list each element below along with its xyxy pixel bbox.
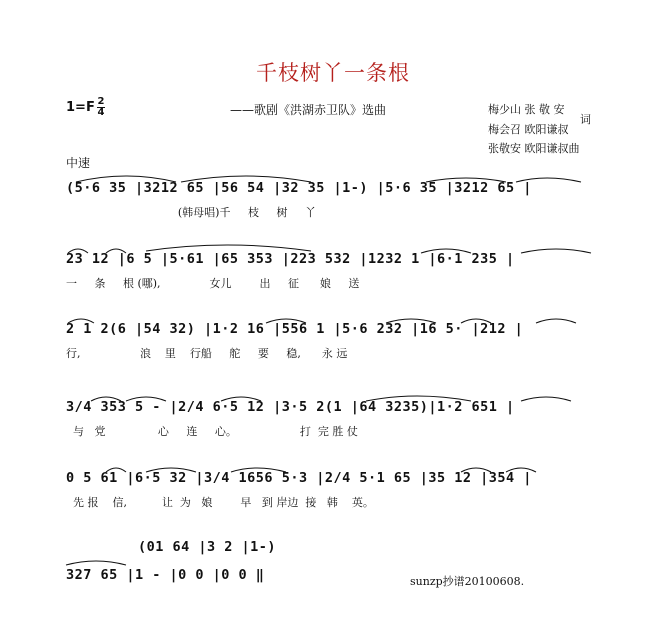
lyrics-line: 一 条 根 (哪), 女儿 出 征 娘 送 <box>66 277 360 290</box>
notation-line: 23 12 |6 5 |5·61 |65 353 |223 532 |1232 1 |6·1 235 | <box>66 251 515 267</box>
source-note: ——歌剧《洪湖赤卫队》选曲 <box>230 103 387 117</box>
lyrics-line: 行, 浪 里 行船 舵 要 稳, 永 远 <box>66 347 348 360</box>
lyricist-line-1: 梅少山 张 敬 安 <box>488 103 565 116</box>
slur-marks <box>66 535 596 571</box>
lyrics-line: (韩母唱)千 枝 树 丫 <box>66 206 316 219</box>
notation-line: (5·6 35 |3212 65 |56 54 |32 35 |1-) |5·6 35 |3212 65 | <box>66 180 532 196</box>
composer-line: 张敬安 欧阳谦叔曲 <box>488 142 580 155</box>
time-signature <box>97 97 105 118</box>
notation-line: 327 65 |1 - |0 0 |0 0 ‖ <box>66 567 265 583</box>
lyrics-line: 先 报 信, 让 为 娘 早 到 岸边 接 韩 英。 <box>66 496 374 509</box>
lyricist-label: 词 <box>580 113 591 126</box>
key-signature: 1=F <box>66 100 95 115</box>
notation-line-upper: (01 64 |3 2 |1-) <box>138 539 277 555</box>
tempo-marking: 中速 <box>66 156 91 170</box>
song-title: 千枝树丫一条根 <box>256 61 410 85</box>
transcriber-note: sunzp抄谱20100608. <box>410 575 525 588</box>
time-signature-bottom: 4 <box>97 107 105 118</box>
notation-line: 0 5 61 |6·5 32 |3/4 1656 5·3 |2/4 5·1 65 |35 12 |354 | <box>66 470 532 486</box>
lyrics-line: 与 党 心 连 心。 打 完 胜 仗 <box>66 425 358 438</box>
lyricist-line-2: 梅会召 欧阳谦叔 <box>488 123 569 136</box>
notation-line: 2 1 2(6 |54 32) |1·2 16 |556 1 |5·6 232 |16 5· |212 | <box>66 321 524 337</box>
notation-line: 3/4 353 5 - |2/4 6·5 12 |3·5 2(1 |64 3235)|1·2 651 | <box>66 399 515 415</box>
time-signature-top: 2 <box>97 96 105 107</box>
